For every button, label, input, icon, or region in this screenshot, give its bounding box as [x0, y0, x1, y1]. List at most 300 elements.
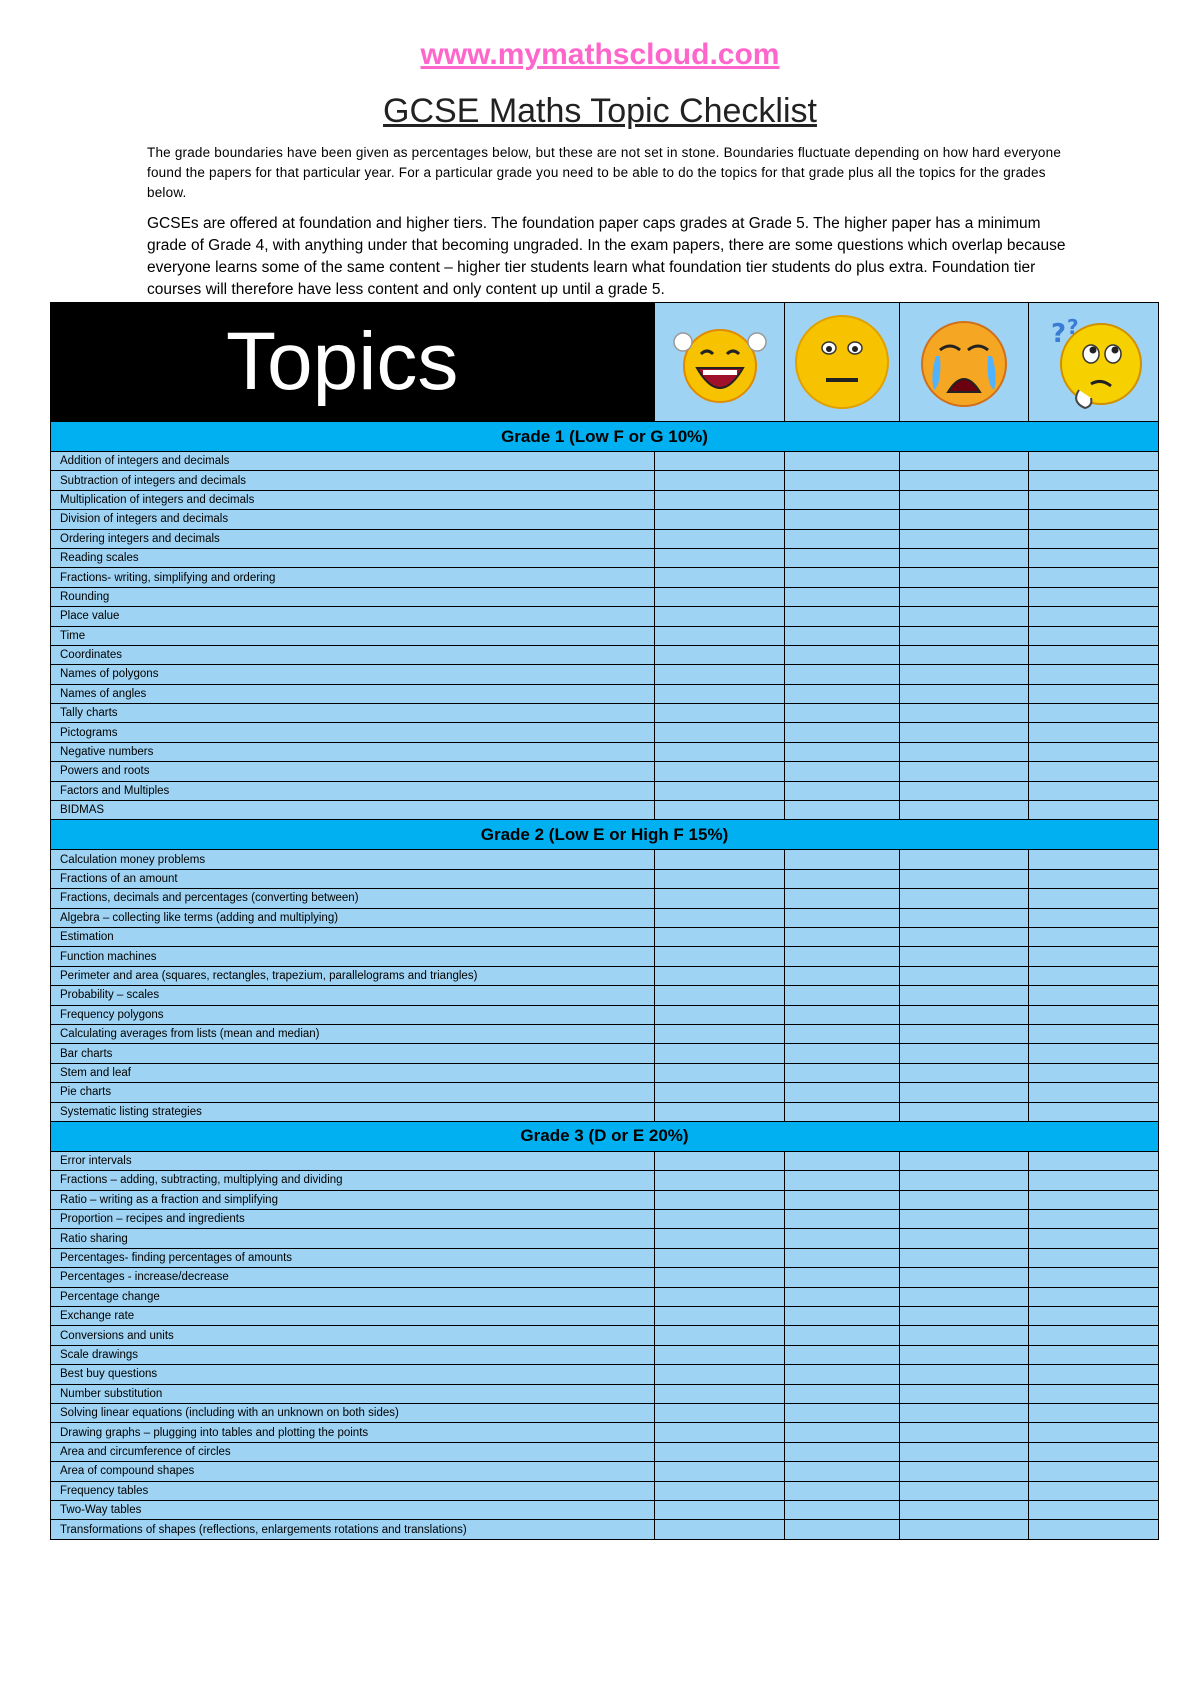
checkbox-confident[interactable] [655, 568, 785, 587]
checkbox-struggling[interactable] [900, 986, 1029, 1005]
page-title: GCSE Maths Topic Checklist [383, 92, 817, 130]
topic-name: Fractions, decimals and percentages (converting between) [51, 889, 655, 908]
table-header-row [51, 303, 1159, 422]
table-row [51, 510, 1159, 529]
checkbox-confident[interactable] [655, 1287, 785, 1306]
checkbox-struggling[interactable] [900, 947, 1029, 966]
checkbox-confident[interactable] [655, 1500, 785, 1519]
checkbox-confident[interactable] [655, 1210, 785, 1229]
checkbox-ok[interactable] [785, 548, 900, 567]
svg-text:?: ? [1050, 319, 1066, 349]
checkbox-confident[interactable] [655, 927, 785, 946]
checkbox-struggling[interactable] [900, 889, 1029, 908]
checkbox-ok[interactable] [785, 1229, 900, 1248]
table-row [51, 1083, 1159, 1102]
checkbox-ok[interactable] [785, 1083, 900, 1102]
table-row [51, 1520, 1159, 1539]
checkbox-struggling[interactable] [900, 626, 1029, 645]
table-row [51, 889, 1159, 908]
checkbox-struggling[interactable] [900, 850, 1029, 869]
checkbox-struggling[interactable] [900, 548, 1029, 567]
checkbox-unsure[interactable] [1029, 869, 1159, 888]
checkbox-struggling[interactable] [900, 1423, 1029, 1442]
checkbox-ok[interactable] [785, 1151, 900, 1170]
checkbox-confident[interactable] [655, 742, 785, 761]
checkbox-confident[interactable] [655, 908, 785, 927]
checkbox-confident[interactable] [655, 529, 785, 548]
checkbox-struggling[interactable] [900, 587, 1029, 606]
checkbox-ok[interactable] [785, 1462, 900, 1481]
topic-name: Percentages - increase/decrease [51, 1268, 655, 1287]
intro-paragraph-grade-boundaries: The grade boundaries have been given as percentages below, but these are not set in stone. Boundaries fluctuate depending on how hard everyone found the papers for that particular year. For a particular grade you need to be able to do the topics for that grade plus all the topics for the grades below. [147, 145, 1062, 200]
checkbox-ok[interactable] [785, 452, 900, 471]
checkbox-ok[interactable] [785, 490, 900, 509]
topic-name: Solving linear equations (including with an unknown on both sides) [51, 1403, 655, 1422]
checkbox-confident[interactable] [655, 1268, 785, 1287]
checkbox-struggling[interactable] [900, 1462, 1029, 1481]
checkbox-confident[interactable] [655, 1423, 785, 1442]
topic-name: Conversions and units [51, 1326, 655, 1345]
table-row [51, 1044, 1159, 1063]
checkbox-unsure[interactable] [1029, 1481, 1159, 1500]
checkbox-unsure[interactable] [1029, 568, 1159, 587]
checkbox-unsure[interactable] [1029, 607, 1159, 626]
checkbox-struggling[interactable] [900, 665, 1029, 684]
checkbox-ok[interactable] [785, 1326, 900, 1345]
neutral-face-icon [785, 303, 900, 422]
checkbox-confident[interactable] [655, 1063, 785, 1082]
checkbox-confident[interactable] [655, 850, 785, 869]
checkbox-unsure[interactable] [1029, 1005, 1159, 1024]
checkbox-struggling[interactable] [900, 1151, 1029, 1170]
checkbox-struggling[interactable] [900, 1190, 1029, 1209]
checkbox-confident[interactable] [655, 1083, 785, 1102]
intro-paragraph-tiers: GCSEs are offered at foundation and higher tiers. The foundation paper caps grades at Grade 5. The higher paper has a minimum grade of Grade 4, with anything under that becoming ungraded. In the exam papers, there are some questions which overlap because everyone learns some of the same content – higher tier students learn what foundation tier students do plus extra. Foundation tier courses will therefore have less content and only content up until a grade 5. [147, 215, 1066, 298]
topic-name: Percentage change [51, 1287, 655, 1306]
checkbox-confident[interactable] [655, 684, 785, 703]
checkbox-ok[interactable] [785, 762, 900, 781]
checkbox-unsure[interactable] [1029, 801, 1159, 820]
checkbox-ok[interactable] [785, 889, 900, 908]
checkbox-struggling[interactable] [900, 684, 1029, 703]
checkbox-confident[interactable] [655, 723, 785, 742]
checkbox-confident[interactable] [655, 607, 785, 626]
checkbox-confident[interactable] [655, 966, 785, 985]
checkbox-confident[interactable] [655, 510, 785, 529]
checkbox-ok[interactable] [785, 529, 900, 548]
checkbox-ok[interactable] [785, 626, 900, 645]
table-row [51, 529, 1159, 548]
topic-name: Area of compound shapes [51, 1462, 655, 1481]
checkbox-unsure[interactable] [1029, 1044, 1159, 1063]
checkbox-confident[interactable] [655, 1171, 785, 1190]
checkbox-confident[interactable] [655, 1345, 785, 1364]
checkbox-ok[interactable] [785, 1248, 900, 1267]
checkbox-unsure[interactable] [1029, 1268, 1159, 1287]
checkbox-unsure[interactable] [1029, 850, 1159, 869]
checkbox-confident[interactable] [655, 548, 785, 567]
checkbox-unsure[interactable] [1029, 1423, 1159, 1442]
checkbox-confident[interactable] [655, 781, 785, 800]
table-row [51, 1005, 1159, 1024]
checkbox-ok[interactable] [785, 850, 900, 869]
checkbox-unsure[interactable] [1029, 452, 1159, 471]
checkbox-struggling[interactable] [900, 1500, 1029, 1519]
checkbox-unsure[interactable] [1029, 1024, 1159, 1043]
checkbox-ok[interactable] [785, 684, 900, 703]
checkbox-struggling[interactable] [900, 1024, 1029, 1043]
grade-heading: Grade 2 (Low E or High F 15%) [51, 820, 1159, 850]
checkbox-confident[interactable] [655, 452, 785, 471]
table-row [51, 1365, 1159, 1384]
checkbox-confident[interactable] [655, 1151, 785, 1170]
checkbox-unsure[interactable] [1029, 1083, 1159, 1102]
topic-name: Transformations of shapes (reflections, enlargements rotations and translations) [51, 1520, 655, 1539]
table-row [51, 869, 1159, 888]
topic-name: Stem and leaf [51, 1063, 655, 1082]
topic-name: Probability – scales [51, 986, 655, 1005]
checkbox-unsure[interactable] [1029, 1326, 1159, 1345]
table-row [51, 1462, 1159, 1481]
checkbox-struggling[interactable] [900, 908, 1029, 927]
checkbox-ok[interactable] [785, 1044, 900, 1063]
checkbox-struggling[interactable] [900, 645, 1029, 664]
checkbox-confident[interactable] [655, 1384, 785, 1403]
checkbox-struggling[interactable] [900, 1102, 1029, 1121]
checkbox-unsure[interactable] [1029, 1384, 1159, 1403]
checkbox-ok[interactable] [785, 1171, 900, 1190]
topic-name: Pictograms [51, 723, 655, 742]
checkbox-unsure[interactable] [1029, 1345, 1159, 1364]
checkbox-ok[interactable] [785, 1442, 900, 1461]
checkbox-struggling[interactable] [900, 742, 1029, 761]
checkbox-ok[interactable] [785, 587, 900, 606]
checkbox-struggling[interactable] [900, 1210, 1029, 1229]
table-row [51, 908, 1159, 927]
checkbox-ok[interactable] [785, 1063, 900, 1082]
checkbox-ok[interactable] [785, 1102, 900, 1121]
grade-heading: Grade 3 (D or E 20%) [51, 1121, 1159, 1151]
topic-name: Perimeter and area (squares, rectangles, trapezium, parallelograms and triangles) [51, 966, 655, 985]
checkbox-struggling[interactable] [900, 1083, 1029, 1102]
checkbox-struggling[interactable] [900, 1005, 1029, 1024]
table-row [51, 1307, 1159, 1326]
checkbox-struggling[interactable] [900, 1442, 1029, 1461]
checkbox-struggling[interactable] [900, 781, 1029, 800]
topic-name: Frequency polygons [51, 1005, 655, 1024]
checkbox-ok[interactable] [785, 645, 900, 664]
checkbox-unsure[interactable] [1029, 1307, 1159, 1326]
checkbox-confident[interactable] [655, 1024, 785, 1043]
checkbox-ok[interactable] [785, 704, 900, 723]
checkbox-confident[interactable] [655, 471, 785, 490]
checkbox-unsure[interactable] [1029, 908, 1159, 927]
checkbox-confident[interactable] [655, 490, 785, 509]
table-row [51, 1248, 1159, 1267]
topic-name: Ratio – writing as a fraction and simplifying [51, 1190, 655, 1209]
checkbox-ok[interactable] [785, 1024, 900, 1043]
table-row [51, 1500, 1159, 1519]
topic-name: Multiplication of integers and decimals [51, 490, 655, 509]
checkbox-struggling[interactable] [900, 1481, 1029, 1500]
topic-name: Systematic listing strategies [51, 1102, 655, 1121]
topic-name: Names of angles [51, 684, 655, 703]
topic-name: Function machines [51, 947, 655, 966]
checkbox-ok[interactable] [785, 1210, 900, 1229]
checkbox-struggling[interactable] [900, 869, 1029, 888]
table-row [51, 1063, 1159, 1082]
topic-name: Best buy questions [51, 1365, 655, 1384]
checkbox-ok[interactable] [785, 1384, 900, 1403]
checkbox-ok[interactable] [785, 723, 900, 742]
checkbox-unsure[interactable] [1029, 510, 1159, 529]
topic-name: Place value [51, 607, 655, 626]
checkbox-unsure[interactable] [1029, 1248, 1159, 1267]
checkbox-unsure[interactable] [1029, 1190, 1159, 1209]
checkbox-unsure[interactable] [1029, 1365, 1159, 1384]
checkbox-struggling[interactable] [900, 927, 1029, 946]
checkbox-unsure[interactable] [1029, 684, 1159, 703]
topic-name: Percentages- finding percentages of amounts [51, 1248, 655, 1267]
checkbox-ok[interactable] [785, 1403, 900, 1422]
checkbox-unsure[interactable] [1029, 1151, 1159, 1170]
checkbox-confident[interactable] [655, 665, 785, 684]
checkbox-confident[interactable] [655, 1326, 785, 1345]
checkbox-confident[interactable] [655, 645, 785, 664]
table-row [51, 1229, 1159, 1248]
checkbox-confident[interactable] [655, 1005, 785, 1024]
checkbox-ok[interactable] [785, 1500, 900, 1519]
checkbox-confident[interactable] [655, 1044, 785, 1063]
table-row [51, 742, 1159, 761]
checkbox-confident[interactable] [655, 704, 785, 723]
topic-name: Ordering integers and decimals [51, 529, 655, 548]
checkbox-ok[interactable] [785, 781, 900, 800]
checkbox-confident[interactable] [655, 1365, 785, 1384]
table-row [51, 645, 1159, 664]
topic-name: Powers and roots [51, 762, 655, 781]
table-row [51, 927, 1159, 946]
checkbox-confident[interactable] [655, 1248, 785, 1267]
checkbox-struggling[interactable] [900, 704, 1029, 723]
checkbox-confident[interactable] [655, 1442, 785, 1461]
table-row [51, 1024, 1159, 1043]
checkbox-confident[interactable] [655, 1462, 785, 1481]
checkbox-ok[interactable] [785, 1287, 900, 1306]
checkbox-ok[interactable] [785, 1481, 900, 1500]
website-link[interactable]: www.mymathscloud.com [420, 38, 780, 71]
checkbox-unsure[interactable] [1029, 548, 1159, 567]
grade-header-row [51, 422, 1159, 452]
table-row [51, 966, 1159, 985]
checkbox-ok[interactable] [785, 1423, 900, 1442]
table-row [51, 1102, 1159, 1121]
checkbox-unsure[interactable] [1029, 742, 1159, 761]
checkbox-confident[interactable] [655, 762, 785, 781]
table-row [51, 1190, 1159, 1209]
svg-text:?: ? [1066, 315, 1079, 339]
checkbox-unsure[interactable] [1029, 1442, 1159, 1461]
checkbox-unsure[interactable] [1029, 1063, 1159, 1082]
checkbox-unsure[interactable] [1029, 762, 1159, 781]
table-row [51, 1210, 1159, 1229]
checkbox-unsure[interactable] [1029, 587, 1159, 606]
checkbox-struggling[interactable] [900, 1248, 1029, 1267]
topic-name: Two-Way tables [51, 1500, 655, 1519]
checkbox-ok[interactable] [785, 1520, 900, 1539]
checkbox-confident[interactable] [655, 1307, 785, 1326]
checkbox-ok[interactable] [785, 966, 900, 985]
table-row [51, 1403, 1159, 1422]
checkbox-ok[interactable] [785, 986, 900, 1005]
checkbox-ok[interactable] [785, 665, 900, 684]
checkbox-struggling[interactable] [900, 1287, 1029, 1306]
checkbox-struggling[interactable] [900, 568, 1029, 587]
topic-name: Fractions- writing, simplifying and ordering [51, 568, 655, 587]
table-row [51, 568, 1159, 587]
checkbox-confident[interactable] [655, 1229, 785, 1248]
checkbox-ok[interactable] [785, 869, 900, 888]
checkbox-confident[interactable] [655, 947, 785, 966]
checkbox-unsure[interactable] [1029, 471, 1159, 490]
checkbox-ok[interactable] [785, 742, 900, 761]
topic-name: Tally charts [51, 704, 655, 723]
checkbox-struggling[interactable] [900, 801, 1029, 820]
checkbox-struggling[interactable] [900, 762, 1029, 781]
checkbox-unsure[interactable] [1029, 781, 1159, 800]
topic-name: Ratio sharing [51, 1229, 655, 1248]
checkbox-struggling[interactable] [900, 1063, 1029, 1082]
topic-name: Frequency tables [51, 1481, 655, 1500]
topic-name: Addition of integers and decimals [51, 452, 655, 471]
topics-heading: Topics [51, 303, 655, 422]
checkbox-ok[interactable] [785, 510, 900, 529]
checkbox-struggling[interactable] [900, 1307, 1029, 1326]
checkbox-ok[interactable] [785, 1365, 900, 1384]
checkbox-confident[interactable] [655, 1520, 785, 1539]
checkbox-unsure[interactable] [1029, 927, 1159, 946]
checkbox-ok[interactable] [785, 801, 900, 820]
checkbox-ok[interactable] [785, 1345, 900, 1364]
checkbox-unsure[interactable] [1029, 529, 1159, 548]
checkbox-unsure[interactable] [1029, 490, 1159, 509]
checkbox-unsure[interactable] [1029, 665, 1159, 684]
checkbox-unsure[interactable] [1029, 1210, 1159, 1229]
checkbox-confident[interactable] [655, 626, 785, 645]
checkbox-ok[interactable] [785, 1190, 900, 1209]
checkbox-unsure[interactable] [1029, 626, 1159, 645]
checkbox-unsure[interactable] [1029, 704, 1159, 723]
table-row [51, 1326, 1159, 1345]
checkbox-ok[interactable] [785, 927, 900, 946]
checkbox-unsure[interactable] [1029, 645, 1159, 664]
table-row [51, 1345, 1159, 1364]
checkbox-confident[interactable] [655, 986, 785, 1005]
checkbox-struggling[interactable] [900, 1345, 1029, 1364]
table-row [51, 1268, 1159, 1287]
topic-name: Fractions of an amount [51, 869, 655, 888]
topic-name: BIDMAS [51, 801, 655, 820]
table-row [51, 1171, 1159, 1190]
checkbox-unsure[interactable] [1029, 1229, 1159, 1248]
checkbox-struggling[interactable] [900, 1044, 1029, 1063]
topic-name: Algebra – collecting like terms (adding and multiplying) [51, 908, 655, 927]
table-row [51, 548, 1159, 567]
topic-name: Reading scales [51, 548, 655, 567]
checkbox-struggling[interactable] [900, 1268, 1029, 1287]
table-row [51, 1287, 1159, 1306]
checkbox-unsure[interactable] [1029, 1462, 1159, 1481]
checkbox-unsure[interactable] [1029, 889, 1159, 908]
checkbox-struggling[interactable] [900, 490, 1029, 509]
checkbox-unsure[interactable] [1029, 947, 1159, 966]
confused-face-icon [1029, 303, 1159, 422]
checkbox-unsure[interactable] [1029, 986, 1159, 1005]
checkbox-struggling[interactable] [900, 723, 1029, 742]
checkbox-struggling[interactable] [900, 1520, 1029, 1539]
table-row [51, 986, 1159, 1005]
checkbox-struggling[interactable] [900, 1229, 1029, 1248]
checkbox-struggling[interactable] [900, 607, 1029, 626]
checkbox-struggling[interactable] [900, 1365, 1029, 1384]
checkbox-confident[interactable] [655, 587, 785, 606]
checkbox-unsure[interactable] [1029, 966, 1159, 985]
checkbox-confident[interactable] [655, 1190, 785, 1209]
checkbox-ok[interactable] [785, 908, 900, 927]
checkbox-struggling[interactable] [900, 529, 1029, 548]
checkbox-ok[interactable] [785, 1307, 900, 1326]
checkbox-unsure[interactable] [1029, 1102, 1159, 1121]
checkbox-ok[interactable] [785, 1005, 900, 1024]
table-row [51, 452, 1159, 471]
topic-name: Fractions – adding, subtracting, multiplying and dividing [51, 1171, 655, 1190]
checkbox-unsure[interactable] [1029, 1500, 1159, 1519]
checkbox-confident[interactable] [655, 1403, 785, 1422]
table-row [51, 471, 1159, 490]
table-row [51, 801, 1159, 820]
checkbox-struggling[interactable] [900, 510, 1029, 529]
checkbox-struggling[interactable] [900, 1403, 1029, 1422]
checkbox-struggling[interactable] [900, 1384, 1029, 1403]
topic-name: Calculating averages from lists (mean and median) [51, 1024, 655, 1043]
checkbox-struggling[interactable] [900, 452, 1029, 471]
checkbox-unsure[interactable] [1029, 1287, 1159, 1306]
checkbox-struggling[interactable] [900, 966, 1029, 985]
grade-heading: Grade 1 (Low F or G 10%) [51, 422, 1159, 452]
checkbox-struggling[interactable] [900, 1326, 1029, 1345]
checkbox-confident[interactable] [655, 801, 785, 820]
table-row [51, 704, 1159, 723]
checkbox-confident[interactable] [655, 1481, 785, 1500]
topic-name: Estimation [51, 927, 655, 946]
checkbox-unsure[interactable] [1029, 1403, 1159, 1422]
checkbox-confident[interactable] [655, 889, 785, 908]
checkbox-ok[interactable] [785, 568, 900, 587]
checkbox-ok[interactable] [785, 947, 900, 966]
checkbox-ok[interactable] [785, 607, 900, 626]
checkbox-struggling[interactable] [900, 471, 1029, 490]
checkbox-ok[interactable] [785, 471, 900, 490]
grade-header-row [51, 820, 1159, 850]
checkbox-unsure[interactable] [1029, 1520, 1159, 1539]
checkbox-unsure[interactable] [1029, 1171, 1159, 1190]
checkbox-confident[interactable] [655, 1102, 785, 1121]
topic-checklist-table [50, 302, 1158, 1540]
checkbox-struggling[interactable] [900, 1171, 1029, 1190]
checkbox-confident[interactable] [655, 869, 785, 888]
checkbox-unsure[interactable] [1029, 723, 1159, 742]
checkbox-ok[interactable] [785, 1268, 900, 1287]
